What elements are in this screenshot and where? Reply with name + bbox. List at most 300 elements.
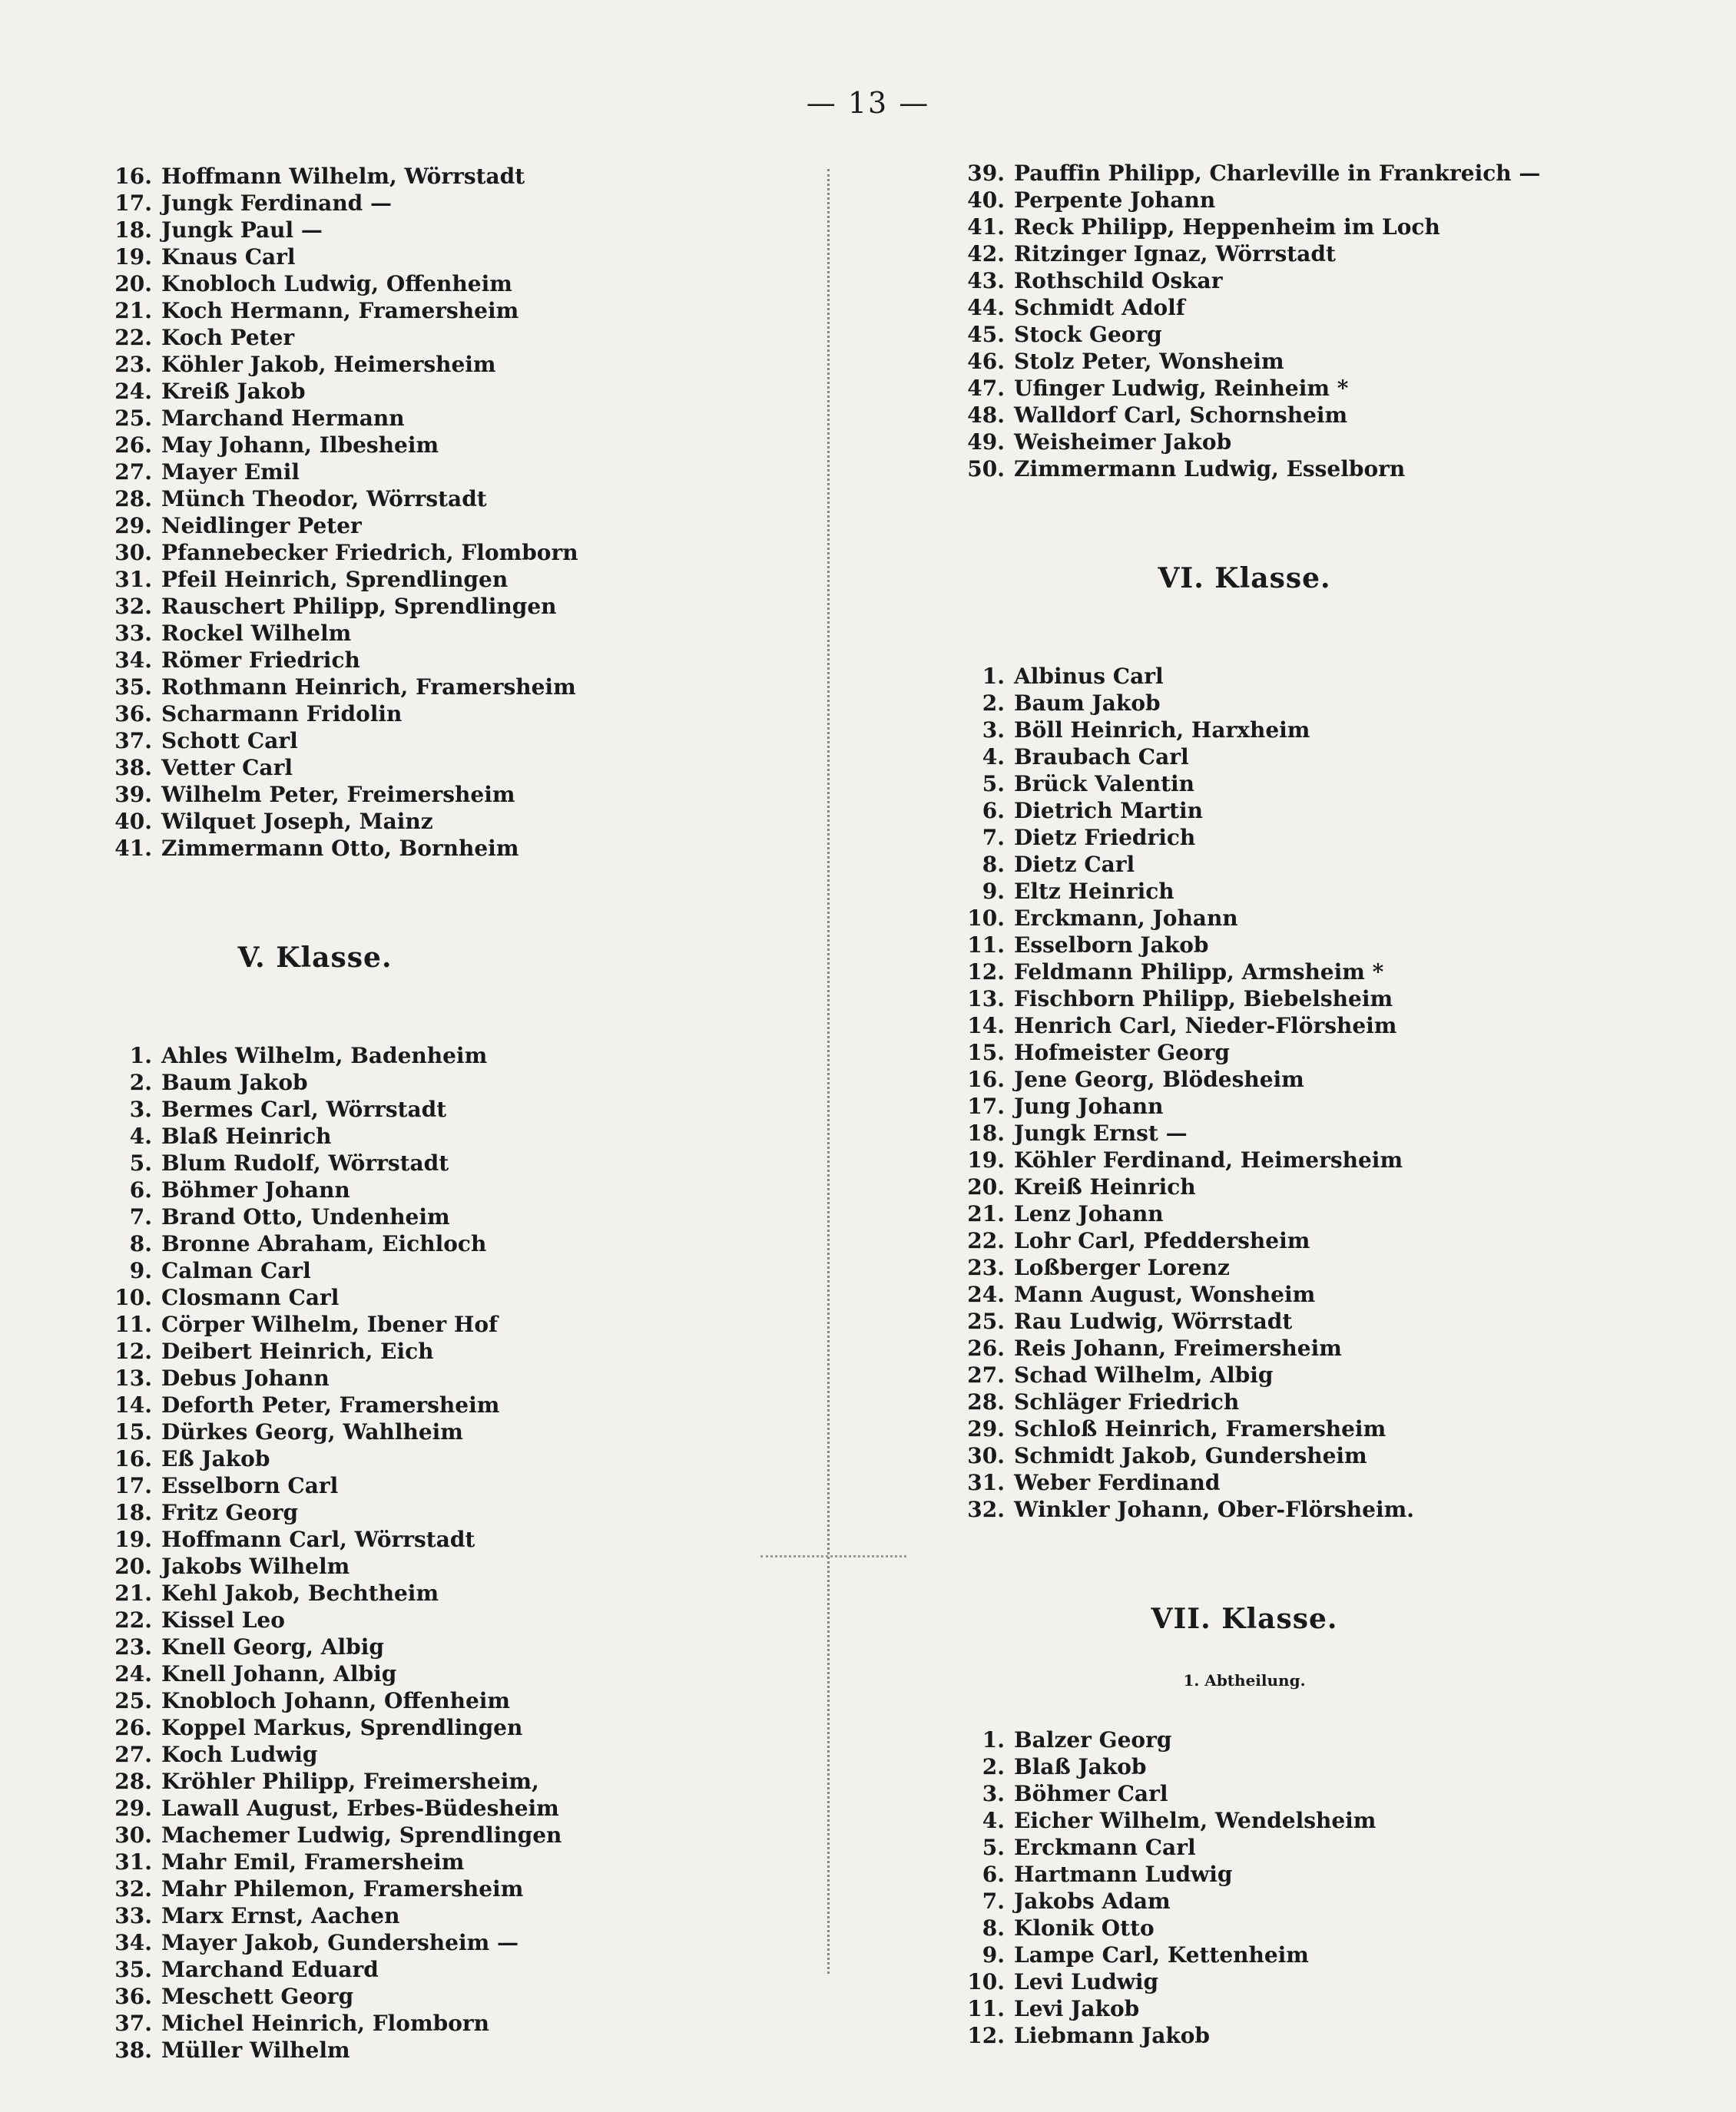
entry-number: 46. [967,349,1005,374]
entry-name: Jungk Ernst — [1014,1121,1188,1146]
entry-number: 17. [114,1473,152,1498]
list-item [100,190,814,217]
list-item [952,1120,1690,1147]
entry-number: 27. [114,459,152,485]
entry-number: 17. [967,1094,1005,1119]
entry-number: 27. [967,1362,1005,1388]
entry-name: Dietz Carl [1014,852,1135,877]
entry-number: 9. [982,879,1005,904]
entry-name: Rothmann Heinrich, Framersheim [161,674,576,700]
entry-number: 13. [967,986,1005,1011]
entry-name: Eicher Wilhelm, Wendelsheim [1014,1808,1377,1833]
entry-number: 38. [114,755,152,780]
list-item [952,1389,1690,1415]
entry-number: 25. [114,1688,152,1713]
entry-name: Jakobs Adam [1014,1889,1171,1914]
entry-name: Meschett Georg [161,1984,354,2009]
entry-number: 20. [114,271,152,296]
entry-number: 33. [114,621,152,646]
list-item [952,1254,1690,1281]
heading-class-v: V. Klasse. [237,942,393,974]
entry-name: Münch Theodor, Wörrstadt [161,486,487,511]
entry-name: Vetter Carl [161,755,293,780]
entry-number: 31. [114,1849,152,1875]
entry-name: Römer Friedrich [161,647,360,673]
entry-name: Dürkes Georg, Wahlheim [161,1419,463,1445]
list-item [100,1392,814,1418]
entry-number: 22. [114,325,152,350]
entry-number: 23. [114,352,152,377]
entry-number: 21. [967,1201,1005,1226]
list-item [100,1983,814,2010]
entry-number: 19. [967,1147,1005,1173]
entry-number: 6. [129,1177,152,1203]
entry-number: 21. [114,1581,152,1606]
entry-number: 10. [967,905,1005,931]
entry-name: Jungk Paul — [161,217,323,243]
entry-number: 4. [982,744,1005,770]
entry-name: Dietrich Martin [1014,798,1204,823]
left-column [100,163,814,2064]
entry-name: Closmann Carl [161,1285,340,1310]
entry-number: 31. [114,567,152,592]
entry-number: 18. [114,1500,152,1525]
entry-number: 48. [967,402,1005,428]
list-item [100,512,814,539]
list-class-v-continued [952,160,1690,482]
entry-name: Blum Rudolf, Wörrstadt [161,1150,449,1176]
entry-number: 20. [967,1174,1005,1200]
list-item [952,1174,1690,1200]
list-item [952,1066,1690,1093]
entry-name: Levi Ludwig [1014,1969,1159,1994]
entry-name: Böhmer Carl [1014,1781,1168,1806]
entry-name: Koch Hermann, Framersheim [161,298,519,323]
list-item [100,1203,814,1230]
entry-number: 18. [114,217,152,243]
entry-number: 28. [967,1389,1005,1415]
entry-name: Mayer Emil [161,459,300,485]
list-item [100,2037,814,2064]
entry-name: Köhler Ferdinand, Heimersheim [1014,1147,1403,1173]
entry-number: 5. [129,1150,152,1176]
entry-number: 26. [114,432,152,458]
entry-name: Mayer Jakob, Gundersheim — [161,1930,518,1955]
entry-name: Rothschild Oskar [1014,268,1223,293]
list-item [100,700,814,727]
list-item [100,270,814,297]
entry-name: Bermes Carl, Wörrstadt [161,1097,447,1122]
list-item [100,163,814,190]
list-item [952,294,1690,321]
list-class-vi [952,663,1690,1523]
list-item [100,1042,814,1069]
entry-name: Wilhelm Peter, Freimersheim [161,782,515,807]
entry-name: Albinus Carl [1014,664,1164,689]
list-item [952,160,1690,187]
list-class-vii [952,1726,1690,2049]
entry-number: 10. [114,1285,152,1310]
list-item [952,1335,1690,1362]
list-item [100,1795,814,1822]
entry-name: Blaß Jakob [1014,1754,1147,1779]
list-item [952,1834,1690,1861]
list-item [952,455,1690,482]
list-item [952,1227,1690,1254]
entry-number: 22. [114,1607,152,1633]
entry-name: Marx Ernst, Aachen [161,1903,400,1928]
entry-name: Hartmann Ludwig [1014,1862,1233,1887]
entry-name: Weisheimer Jakob [1014,429,1232,455]
entry-name: May Johann, Ilbesheim [161,432,439,458]
list-item [952,1469,1690,1496]
list-item [100,324,814,351]
entry-number: 1. [129,1043,152,1068]
entry-number: 3. [982,1781,1005,1806]
entry-number: 23. [967,1255,1005,1280]
entry-name: Reck Philipp, Heppenheim im Loch [1014,214,1440,240]
list-item [952,743,1690,770]
entry-number: 30. [114,1822,152,1848]
entry-name: Mahr Emil, Framersheim [161,1849,465,1875]
list-item [100,1365,814,1392]
entry-name: Rau Ludwig, Wörrstadt [1014,1309,1293,1334]
list-item [952,958,1690,985]
entry-name: Jung Johann [1014,1094,1164,1119]
entry-name: Braubach Carl [1014,744,1189,770]
entry-number: 14. [967,1013,1005,1038]
entry-name: Kröhler Philipp, Freimersheim, [161,1769,539,1794]
entry-name: Böll Heinrich, Harxheim [1014,717,1310,743]
entry-name: Levi Jakob [1014,1996,1140,2021]
entry-name: Böhmer Johann [161,1177,350,1203]
list-item [100,593,814,620]
list-item [100,1526,814,1553]
entry-name: Koch Ludwig [161,1742,318,1767]
list-item [100,1150,814,1177]
entry-name: Lampe Carl, Kettenheim [1014,1942,1309,1968]
entry-name: Knobloch Johann, Offenheim [161,1688,511,1713]
entry-name: Lohr Carl, Pfeddersheim [1014,1228,1310,1253]
entry-number: 41. [114,836,152,861]
entry-number: 5. [982,1835,1005,1860]
list-item [100,1714,814,1741]
entry-name: Debus Johann [161,1366,330,1391]
entry-name: Knobloch Ludwig, Offenheim [161,271,512,296]
entry-number: 16. [967,1067,1005,1092]
list-item [100,835,814,862]
entry-number: 6. [982,1862,1005,1887]
list-item [100,1902,814,1929]
entry-number: 37. [114,2011,152,2036]
entry-number: 15. [114,1419,152,1445]
list-item [100,1257,814,1284]
list-item [100,1499,814,1526]
list-item [100,1069,814,1096]
entry-name: Müller Wilhelm [161,2038,350,2063]
entry-number: 12. [114,1339,152,1364]
entry-number: 36. [114,1984,152,2009]
entry-name: Rockel Wilhelm [161,621,352,646]
entry-name: Winkler Johann, Ober-Flörsheim. [1014,1497,1414,1522]
entry-number: 7. [982,825,1005,850]
entry-name: Loßberger Lorenz [1014,1255,1230,1280]
list-item [952,663,1690,690]
entry-number: 34. [114,647,152,673]
list-item [100,351,814,378]
list-item [952,1888,1690,1915]
list-item [100,1230,814,1257]
list-item [952,429,1690,455]
entry-name: Hofmeister Georg [1014,1040,1230,1065]
entry-name: Kreiß Heinrich [1014,1174,1196,1200]
entry-number: 28. [114,486,152,511]
entry-name: Jakobs Wilhelm [161,1554,350,1579]
entry-number: 16. [114,1446,152,1471]
entry-name: Marchand Eduard [161,1957,379,1982]
entry-name: Knell Johann, Albig [161,1661,397,1687]
entry-number: 29. [114,1796,152,1821]
list-item [952,1942,1690,1968]
entry-name: Pauffin Philipp, Charleville in Frankreich — [1014,161,1541,186]
entry-name: Walldorf Carl, Schornsheim [1014,402,1348,428]
entry-name: Schloß Heinrich, Framersheim [1014,1416,1386,1442]
list-item [100,620,814,647]
entry-number: 8. [982,852,1005,877]
list-item [100,1311,814,1338]
list-item [952,1915,1690,1942]
list-item [100,2010,814,2037]
entry-name: Hoffmann Wilhelm, Wörrstadt [161,164,525,189]
entry-name: Esselborn Jakob [1014,932,1209,958]
list-item [952,1807,1690,1834]
entry-name: Mahr Philemon, Framersheim [161,1876,524,1902]
list-item [100,1418,814,1445]
list-item [100,1096,814,1123]
entry-number: 2. [129,1070,152,1095]
list-item [952,770,1690,797]
page-number: — 13 — [806,86,930,120]
entry-name: Schott Carl [161,728,298,753]
entry-name: Deforth Peter, Framersheim [161,1392,500,1418]
entry-name: Rauschert Philipp, Sprendlingen [161,594,557,619]
entry-name: Schmidt Jakob, Gundersheim [1014,1443,1367,1468]
entry-name: Mann August, Wonsheim [1014,1282,1316,1307]
entry-number: 8. [129,1231,152,1256]
entry-number: 29. [967,1416,1005,1442]
entry-name: Kreiß Jakob [161,379,306,404]
entry-name: Esselborn Carl [161,1473,339,1498]
list-item [952,1147,1690,1174]
entry-name: Zimmermann Ludwig, Esselborn [1014,456,1406,482]
entry-number: 9. [129,1258,152,1283]
entry-number: 4. [129,1124,152,1149]
entry-number: 3. [982,717,1005,743]
list-item [952,348,1690,375]
entry-number: 36. [114,701,152,727]
list-item [100,566,814,593]
entry-number: 11. [967,932,1005,958]
entry-number: 15. [967,1040,1005,1065]
list-item [100,432,814,458]
entry-name: Marchand Hermann [161,406,405,431]
list-item [100,1445,814,1472]
list-item [100,754,814,781]
entry-number: 16. [114,164,152,189]
list-item [952,1415,1690,1442]
list-item [952,690,1690,717]
entry-name: Fritz Georg [161,1500,299,1525]
entry-number: 24. [967,1282,1005,1307]
list-item [100,1929,814,1956]
entry-name: Schad Wilhelm, Albig [1014,1362,1274,1388]
entry-number: 13. [114,1366,152,1391]
entry-number: 20. [114,1554,152,1579]
entry-number: 22. [967,1228,1005,1253]
entry-name: Deibert Heinrich, Eich [161,1339,434,1364]
entry-number: 2. [982,1754,1005,1779]
entry-name: Stock Georg [1014,322,1162,347]
list-class-iv-continued [100,163,814,862]
entry-number: 7. [982,1889,1005,1914]
list-item [952,797,1690,824]
entry-name: Liebmann Jakob [1014,2023,1210,2048]
entry-number: 17. [114,190,152,216]
entry-name: Ahles Wilhelm, Badenheim [161,1043,488,1068]
list-item [952,1039,1690,1066]
entry-number: 3. [129,1097,152,1122]
entry-name: Erckmann Carl [1014,1835,1196,1860]
entry-name: Brück Valentin [1014,771,1195,796]
entry-name: Schmidt Adolf [1014,295,1185,320]
list-item [100,297,814,324]
list-item [100,405,814,432]
entry-number: 5. [982,771,1005,796]
entry-name: Wilquet Joseph, Mainz [161,809,433,834]
list-item [952,1968,1690,1995]
entry-name: Lenz Johann [1014,1201,1164,1226]
list-item [100,485,814,512]
list-item [952,851,1690,878]
entry-name: Machemer Ludwig, Sprendlingen [161,1822,562,1848]
entry-number: 11. [967,1996,1005,2021]
list-item [100,378,814,405]
entry-number: 40. [967,187,1005,213]
entry-name: Brand Otto, Undenheim [161,1204,450,1230]
entry-number: 25. [114,406,152,431]
entry-name: Pfannebecker Friedrich, Flomborn [161,540,578,565]
list-item [100,1553,814,1580]
entry-name: Cörper Wilhelm, Ibener Hof [161,1312,499,1337]
list-item [100,781,814,808]
entry-name: Jungk Ferdinand — [161,190,393,216]
entry-number: 39. [114,782,152,807]
entry-number: 19. [114,244,152,270]
entry-number: 35. [114,674,152,700]
entry-number: 26. [114,1715,152,1740]
entry-number: 24. [114,1661,152,1687]
list-item [100,1607,814,1634]
list-item [952,905,1690,932]
entry-number: 50. [967,456,1005,482]
list-item [952,1200,1690,1227]
list-item [952,187,1690,214]
list-item [952,1012,1690,1039]
entry-number: 26. [967,1336,1005,1361]
list-class-v [100,1042,814,2064]
entry-name: Koch Peter [161,325,295,350]
list-item [100,1580,814,1607]
list-item [100,1123,814,1150]
entry-name: Perpente Johann [1014,187,1216,213]
list-item [100,539,814,566]
entry-name: Knell Georg, Albig [161,1634,384,1660]
entry-name: Ritzinger Ignaz, Wörrstadt [1014,241,1336,266]
entry-number: 25. [967,1309,1005,1334]
list-item [100,727,814,754]
entry-name: Zimmermann Otto, Bornheim [161,836,519,861]
list-item [952,267,1690,294]
entry-name: Kissel Leo [161,1607,285,1633]
entry-number: 45. [967,322,1005,347]
entry-number: 28. [114,1769,152,1794]
entry-number: 18. [967,1121,1005,1146]
entry-number: 38. [114,2038,152,2063]
list-item [100,1849,814,1875]
entry-name: Dietz Friedrich [1014,825,1196,850]
list-item [952,932,1690,958]
list-item [100,647,814,674]
entry-number: 31. [967,1470,1005,1495]
column-divider [827,169,830,1974]
entry-name: Feldmann Philipp, Armsheim * [1014,959,1384,985]
list-item [952,717,1690,743]
entry-number: 32. [114,1876,152,1902]
list-item [952,321,1690,348]
list-item [952,375,1690,402]
list-item [952,240,1690,267]
list-item [952,1281,1690,1308]
entry-number: 40. [114,809,152,834]
entry-name: Baum Jakob [1014,690,1161,716]
entry-name: Scharmann Fridolin [161,701,403,727]
list-item [100,674,814,700]
list-item [952,2022,1690,2049]
entry-number: 23. [114,1634,152,1660]
list-item [100,1177,814,1203]
entry-number: 34. [114,1930,152,1955]
entry-number: 37. [114,728,152,753]
list-item [952,878,1690,905]
heading-class-vii: VII. Klasse. [1151,1603,1338,1635]
entry-name: Balzer Georg [1014,1727,1172,1753]
list-item [952,1753,1690,1780]
list-item [100,1687,814,1714]
list-item [952,1308,1690,1335]
entry-number: 1. [982,1727,1005,1753]
entry-name: Koppel Markus, Sprendlingen [161,1715,523,1740]
entry-name: Henrich Carl, Nieder-Flörsheim [1014,1013,1397,1038]
list-item [100,1472,814,1499]
list-item [952,1861,1690,1888]
entry-name: Weber Ferdinand [1014,1470,1221,1495]
entry-name: Bronne Abraham, Eichloch [161,1231,487,1256]
entry-number: 39. [967,161,1005,186]
list-item [100,808,814,835]
list-item [952,1496,1690,1523]
entry-name: Reis Johann, Freimersheim [1014,1336,1342,1361]
entry-number: 33. [114,1903,152,1928]
